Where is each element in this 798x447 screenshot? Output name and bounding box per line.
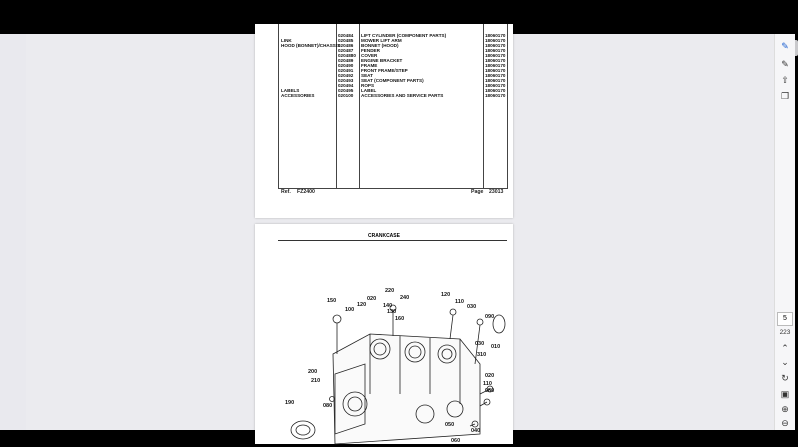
table-divider [359,24,360,188]
svg-text:220: 220 [385,288,395,294]
column-section-no [338,33,356,98]
table-cell: ACCESSORIES [281,93,315,98]
table-cell: 020490 [338,63,354,68]
svg-text:190: 190 [285,400,295,406]
svg-text:120: 120 [357,302,367,308]
table-cell: 020491 [338,68,354,73]
ref-label: Ref. [281,189,291,195]
table-cell: 020100 [338,93,354,98]
svg-text:020: 020 [367,296,377,302]
table-cell: LABEL [361,88,377,93]
table-cell: 18060170 [485,38,506,43]
refresh-icon[interactable]: ↻ [781,373,789,383]
svg-text:080: 080 [323,403,333,409]
parts-index-table [278,24,508,189]
svg-text:140: 140 [383,303,393,309]
svg-text:310: 310 [477,352,487,358]
page-title: CRANKCASE [368,233,400,239]
table-cell: 18060170 [485,73,506,78]
table-cell: 18060170 [485,33,506,38]
svg-text:160: 160 [395,316,405,322]
table-cell: 020494 [338,83,354,88]
table-cell: 020492 [338,73,354,78]
table-cell: ACCESSORIES AND SERVICE PARTS [361,93,444,98]
document-canvas[interactable] [26,33,774,444]
table-cell: LIFT CYLINDER (COMPONENT PARTS) [361,33,447,38]
table-cell: BONNET (HOOD) [361,43,399,48]
table-cell: 18060170 [485,53,506,58]
edit-pdf-icon[interactable]: ✎ [781,41,789,51]
table-cell: 020486 [338,43,354,48]
table-cell: ROPS [361,83,375,88]
column-description [361,33,446,98]
table-cell: SEAT [361,73,373,78]
table-cell: 18060170 [485,63,506,68]
crankcase-diagram [275,288,505,444]
table-cell: 020489 [338,58,354,63]
svg-text:200: 200 [308,369,318,375]
svg-text:050: 050 [445,422,455,428]
page-value: 23013 [489,189,504,195]
chevron-down-icon[interactable]: ⌄ [781,357,789,367]
table-cell: ENGINE BRACKET [361,58,403,63]
svg-text:240: 240 [400,295,410,301]
table-cell: 18060170 [485,43,506,48]
pdf-page-index [255,24,513,218]
table-cell: COVER [361,53,378,58]
table-divider [483,24,484,188]
table-cell: FRAME [361,63,378,68]
svg-text:030: 030 [467,304,477,310]
table-cell: 020485 [338,38,354,43]
fit-page-icon[interactable]: ▣ [780,389,790,399]
ref-value: FZ2400 [297,189,315,195]
table-cell: 18060170 [485,83,506,88]
right-toolbar [774,34,795,430]
pdf-page-crankcase [255,224,513,444]
page-count: 223 [779,329,791,336]
organize-pages-icon[interactable]: ❐ [780,91,790,101]
column-code [485,33,505,98]
svg-text:130: 130 [387,309,397,315]
pdf-viewer[interactable] [0,33,794,444]
zoom-in-icon[interactable]: ⊕ [781,404,789,414]
svg-text:020: 020 [485,373,495,379]
table-cell: FENDER [361,48,380,53]
svg-text:010: 010 [491,344,501,350]
svg-text:080: 080 [485,388,495,394]
table-cell: LABELS [281,88,300,93]
table-cell: 020493 [338,78,354,83]
table-cell: 18060170 [485,93,506,98]
table-cell: 18060170 [485,88,506,93]
zoom-out-icon[interactable]: ⊖ [781,418,789,428]
table-cell: 18060170 [485,78,506,83]
table-cell: LINK [281,38,292,43]
svg-text:060: 060 [451,438,461,444]
table-cell: FRONT FRAME/STEP [361,68,408,73]
comment-icon[interactable]: ✎ [781,59,789,69]
table-cell: 18060170 [485,68,506,73]
svg-text:110: 110 [455,299,464,305]
table-cell: 020484 [338,33,354,38]
table-cell: 18060170 [485,58,506,63]
export-icon[interactable]: ⇧ [781,75,789,85]
svg-text:210: 210 [311,378,321,384]
table-cell: 0204880 [338,53,356,58]
svg-text:120: 120 [441,292,451,298]
title-rule [278,240,507,241]
chevron-up-icon[interactable]: ⌃ [781,343,789,353]
column-group [281,33,340,98]
table-cell: HOOD (BONNET)/CHASSIS [281,43,341,48]
svg-text:110: 110 [483,381,492,387]
svg-text:150: 150 [327,298,337,304]
table-cell: MOWER LIFT ARM [361,38,402,43]
table-cell: 020495 [338,88,354,93]
svg-text:030: 030 [475,341,485,347]
svg-text:100: 100 [345,307,355,313]
table-cell: 18060170 [485,48,506,53]
svg-text:090: 090 [485,314,495,320]
page-label: Page [471,189,484,195]
table-cell: SEAT (COMPONENT PARTS) [361,78,424,83]
table-cell: 020487 [338,48,354,53]
svg-text:040: 040 [471,428,481,434]
current-page-input[interactable]: 5 [777,312,793,326]
